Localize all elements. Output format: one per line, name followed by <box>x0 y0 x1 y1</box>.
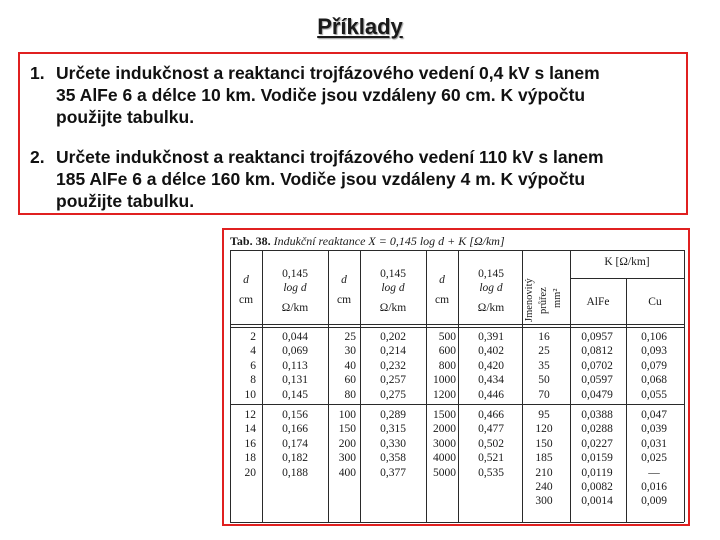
cell-cross-section: 185 <box>535 452 553 465</box>
header-coef: 0,145 <box>282 268 308 280</box>
cell-d: 1500 <box>433 409 456 421</box>
table-rule-k <box>570 278 684 279</box>
header-cm: cm <box>336 294 352 306</box>
cell-reactance: 0,289 <box>380 409 406 421</box>
header-unit: Ω/km <box>477 302 505 314</box>
cell-d: 600 <box>438 345 456 358</box>
cell-d: 12 <box>244 409 256 421</box>
cell-cross-section: 70 <box>538 388 550 401</box>
cell-reactance: 0,156 <box>282 409 308 421</box>
task-line: 35 AlFe 6 a délce 10 km. Vodiče jsou vzdáleny 60 cm. K výpočtu <box>56 85 586 105</box>
cell-cross-section: 120 <box>535 423 553 436</box>
header-log-d: log d <box>381 282 405 294</box>
cell-cross-section: 150 <box>535 437 553 450</box>
cell-k-cu: 0,093 <box>641 345 667 358</box>
cell-k-alfe: 0,0288 <box>581 423 613 436</box>
cell-k-alfe: 0,0014 <box>581 495 613 508</box>
cell-k-alfe: 0,0119 <box>581 466 613 479</box>
cell-d: 10 <box>244 388 256 401</box>
header-cm: cm <box>238 294 254 306</box>
cell-d: 2 <box>250 331 256 343</box>
cell-cross-section: 300 <box>535 495 553 508</box>
reactance-table-image <box>222 228 690 526</box>
table-caption-text: Indukční reaktance X = 0,145 log d + K [Ω/km] <box>273 234 505 248</box>
cell-d: 2000 <box>433 423 456 436</box>
cell-reactance: 0,434 <box>478 374 504 387</box>
cell-d: 8 <box>250 374 256 387</box>
cell-reactance: 0,330 <box>380 437 406 450</box>
cell-cross-section: 95 <box>538 409 550 421</box>
cell-d: 14 <box>244 423 256 436</box>
cell-reactance: 0,535 <box>478 466 504 479</box>
cell-cross-section: 25 <box>538 345 550 358</box>
cell-d: 4 <box>250 345 256 358</box>
table-caption <box>230 234 505 249</box>
cell-reactance: 0,275 <box>380 388 406 401</box>
page-title: Příklady <box>317 14 403 39</box>
task-line: Určete indukčnost a reaktanci trojfázového vedení 110 kV s lanem <box>56 147 604 167</box>
cell-k-cu: 0,009 <box>641 495 667 508</box>
header-k: K [Ω/km] <box>604 256 650 268</box>
cell-reactance: 0,391 <box>478 331 504 343</box>
cell-k-cu: 0,106 <box>641 331 667 343</box>
cell-d: 5000 <box>433 466 456 479</box>
cell-k-cu: 0,039 <box>641 423 667 436</box>
task-line: 185 AlFe 6 a délce 160 km. Vodiče jsou vzdáleny 4 m. K výpočtu <box>56 169 586 189</box>
table-rule-header <box>230 327 684 328</box>
cell-reactance: 0,521 <box>478 452 504 465</box>
table-rule-vertical <box>684 250 685 522</box>
cell-reactance: 0,232 <box>380 359 406 372</box>
cell-d: 6 <box>250 359 256 372</box>
cell-reactance: 0,145 <box>282 388 308 401</box>
cell-d: 400 <box>338 466 356 479</box>
cell-reactance: 0,113 <box>282 359 308 372</box>
header-coef: 0,145 <box>478 268 504 280</box>
header-coef: 0,145 <box>380 268 406 280</box>
cell-k-alfe: 0,0159 <box>581 452 613 465</box>
table-rule-group <box>230 404 522 405</box>
cell-reactance: 0,182 <box>282 452 308 465</box>
cell-d: 16 <box>244 437 256 450</box>
task-line: použijte tabulku. <box>56 107 195 127</box>
cell-k-alfe: 0,0479 <box>581 388 613 401</box>
task-line: použijte tabulku. <box>56 191 195 211</box>
cell-cross-section: 50 <box>538 374 550 387</box>
header-log-d: log d <box>479 282 503 294</box>
cell-reactance: 0,202 <box>380 331 406 343</box>
cell-d: 80 <box>344 388 356 401</box>
header-mm2: mm² <box>552 288 563 308</box>
header-alfe: AlFe <box>586 296 610 308</box>
cell-k-cu: 0,047 <box>641 409 667 421</box>
cell-k-alfe: 0,0812 <box>581 345 613 358</box>
cell-reactance: 0,358 <box>380 452 406 465</box>
cell-reactance: 0,466 <box>478 409 504 421</box>
cell-d: 4000 <box>433 452 456 465</box>
cell-k-cu: 0,016 <box>641 481 667 493</box>
cell-reactance: 0,069 <box>282 345 308 358</box>
cell-k-alfe: 0,0702 <box>581 359 613 372</box>
cell-cross-section: 210 <box>535 466 553 479</box>
cell-d: 1000 <box>433 374 456 387</box>
cell-reactance: 0,402 <box>478 345 504 358</box>
task-line: Určete indukčnost a reaktanci trojfázového vedení 0,4 kV s lanem <box>56 63 600 83</box>
cell-k-alfe: 0,0082 <box>581 481 613 493</box>
cell-d: 25 <box>344 331 356 343</box>
cell-k-cu: 0,031 <box>641 437 667 450</box>
cell-k-cu: 0,079 <box>641 359 667 372</box>
header-jmenovity: Jmenovitý <box>524 278 535 322</box>
table-caption-number: Tab. 38. <box>230 234 271 248</box>
header-unit: Ω/km <box>281 302 309 314</box>
header-cm: cm <box>434 294 450 306</box>
cell-d: 300 <box>338 452 356 465</box>
header-d: d <box>341 274 347 286</box>
cell-k-cu: 0,025 <box>641 452 667 465</box>
header-cu: Cu <box>648 296 662 308</box>
cell-reactance: 0,131 <box>282 374 308 387</box>
table-rule-header <box>230 324 684 325</box>
header-d: d <box>243 274 249 286</box>
cell-d: 1200 <box>433 388 456 401</box>
cell-k-alfe: 0,0597 <box>581 374 613 387</box>
header-log-d: log d <box>283 282 307 294</box>
header-unit: Ω/km <box>379 302 407 314</box>
header-prurez: průřez <box>538 287 549 314</box>
cell-reactance: 0,315 <box>380 423 406 436</box>
cell-reactance: 0,188 <box>282 466 308 479</box>
cell-d: 40 <box>344 359 356 372</box>
cell-d: 500 <box>438 331 456 343</box>
cell-d: 18 <box>244 452 256 465</box>
table-rule-top <box>230 250 684 251</box>
tasks-box <box>18 52 688 215</box>
cell-reactance: 0,166 <box>282 423 308 436</box>
cell-reactance: 0,377 <box>380 466 406 479</box>
cell-reactance: 0,044 <box>282 331 308 343</box>
cell-d: 3000 <box>433 437 456 450</box>
table-rule-bottom <box>230 522 684 523</box>
task-number: 2. <box>30 147 45 167</box>
cell-cross-section: 35 <box>538 359 550 372</box>
cell-k-alfe: 0,0388 <box>581 409 613 421</box>
cell-reactance: 0,446 <box>478 388 504 401</box>
cell-k-alfe: 0,0957 <box>581 331 613 343</box>
cell-reactance: 0,502 <box>478 437 504 450</box>
cell-reactance: 0,477 <box>478 423 504 436</box>
cell-d: 800 <box>438 359 456 372</box>
cell-k-cu: — <box>648 466 660 479</box>
cell-d: 100 <box>338 409 356 421</box>
cell-reactance: 0,214 <box>380 345 406 358</box>
cell-d: 150 <box>338 423 356 436</box>
cell-d: 60 <box>344 374 356 387</box>
cell-k-cu: 0,068 <box>641 374 667 387</box>
cell-reactance: 0,420 <box>478 359 504 372</box>
cell-cross-section: 240 <box>535 481 553 493</box>
table-rule-group <box>522 404 684 405</box>
cell-reactance: 0,257 <box>380 374 406 387</box>
cell-reactance: 0,174 <box>282 437 308 450</box>
header-d: d <box>439 274 445 286</box>
cell-d: 30 <box>344 345 356 358</box>
cell-k-cu: 0,055 <box>641 388 667 401</box>
cell-d: 20 <box>244 466 256 479</box>
task-number: 1. <box>30 63 45 83</box>
cell-cross-section: 16 <box>538 331 550 343</box>
cell-d: 200 <box>338 437 356 450</box>
cell-k-alfe: 0,0227 <box>581 437 613 450</box>
